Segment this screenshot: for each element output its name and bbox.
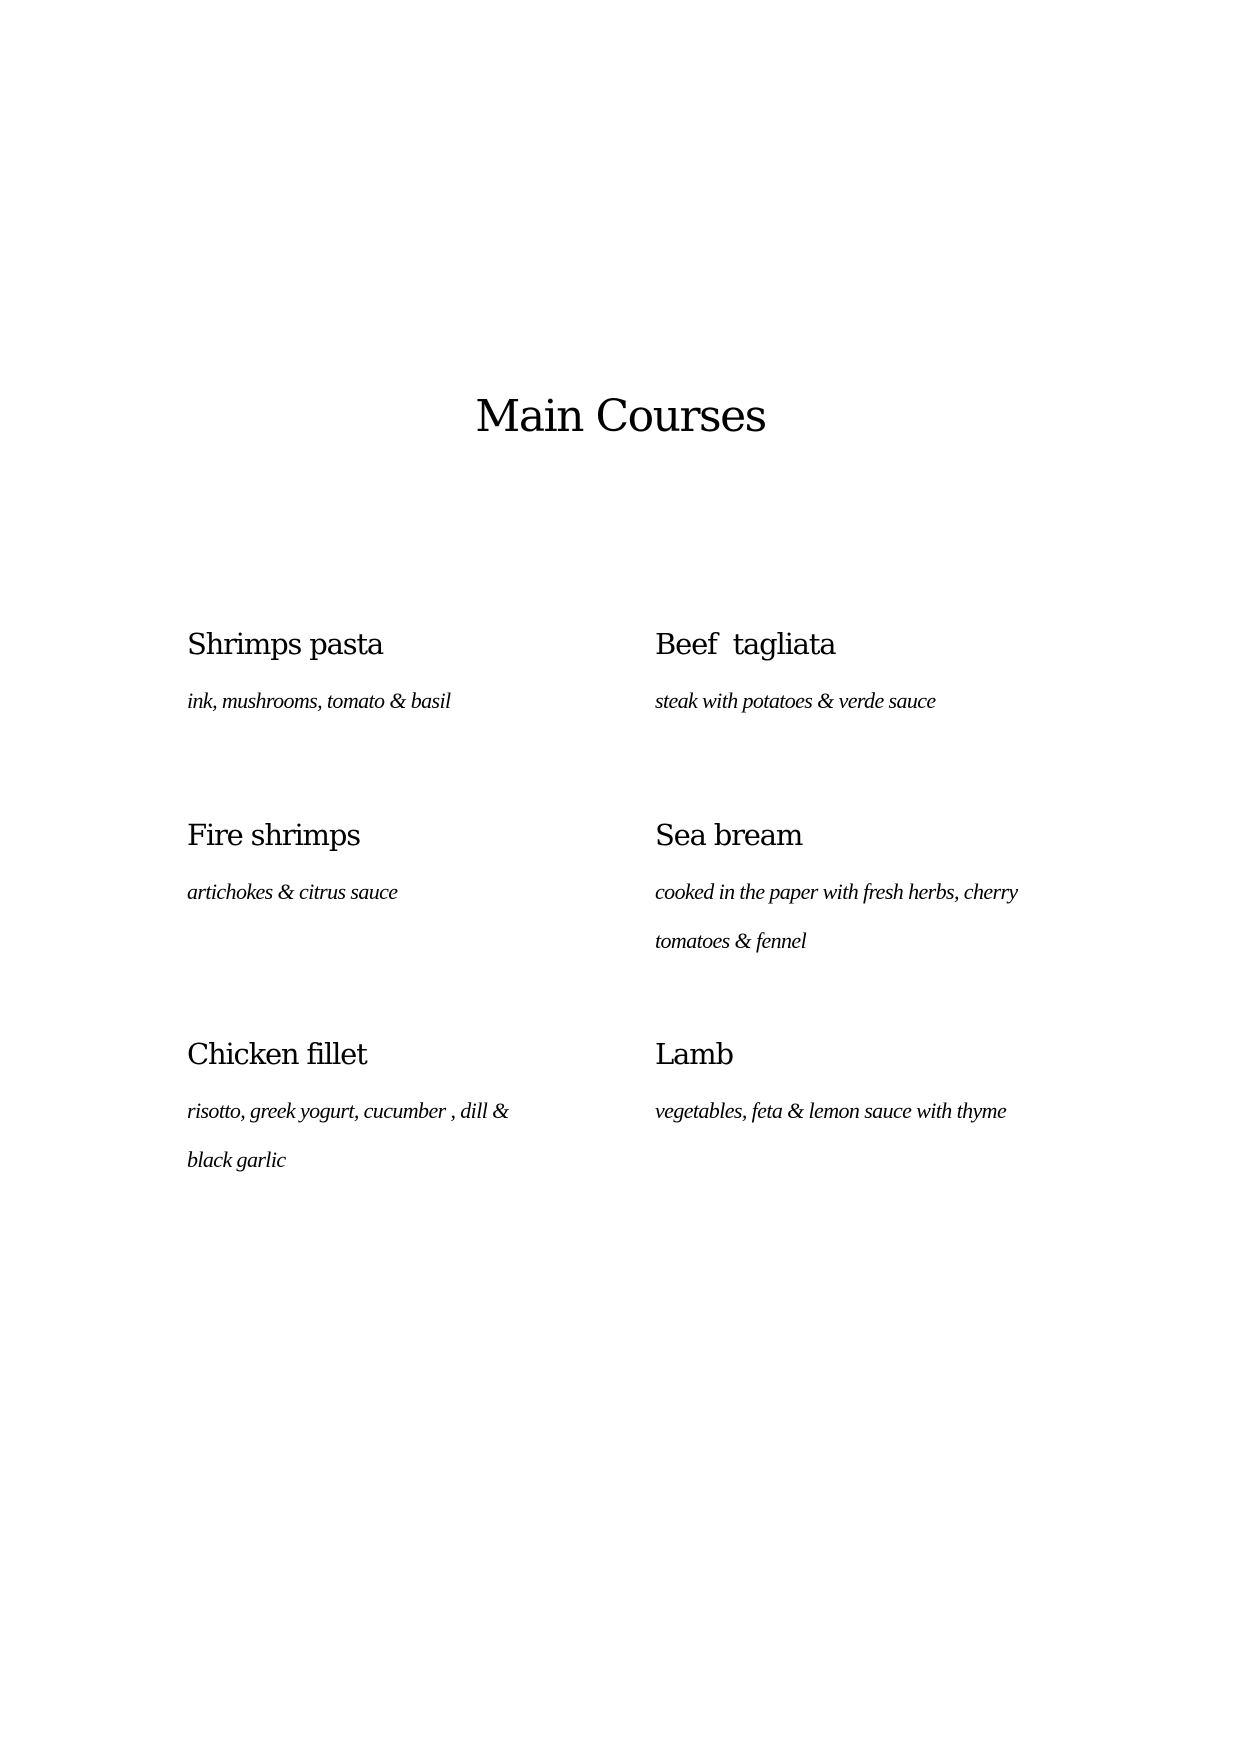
menu-item	[187, 818, 607, 916]
menu-item	[187, 627, 607, 725]
menu-item-description: ink, mushrooms, tomato & basil	[187, 687, 451, 713]
page-title: Main Courses	[475, 391, 766, 442]
menu-item-description: cooked in the paper with fresh herbs, cherry tomatoes & fennel	[655, 878, 1018, 953]
menu-item	[655, 818, 1075, 965]
menu-item-description: steak with potatoes & verde sauce	[655, 687, 936, 713]
menu-item	[187, 1037, 607, 1184]
menu-item-name: Beef tagliata	[655, 627, 836, 661]
menu-item	[655, 627, 1075, 725]
menu-item-description: vegetables, feta & lemon sauce with thyme	[655, 1097, 1007, 1123]
menu-item-name: Lamb	[655, 1037, 733, 1071]
menu-item-name: Fire shrimps	[187, 818, 360, 852]
menu-item-description: artichokes & citrus sauce	[187, 878, 398, 904]
menu-item-name: Chicken fillet	[187, 1037, 367, 1071]
menu-item	[655, 1037, 1075, 1135]
menu-item-description: risotto, greek yogurt, cucumber , dill & black garlic	[187, 1097, 509, 1172]
menu-item-name: Sea bream	[655, 818, 803, 852]
menu-item-name: Shrimps pasta	[187, 627, 383, 661]
